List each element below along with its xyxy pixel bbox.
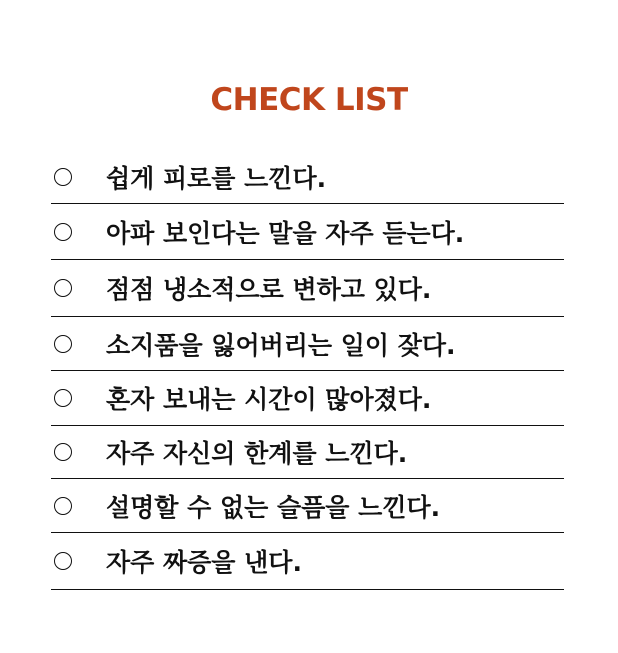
- checklist-item[interactable]: [51, 260, 564, 317]
- checkbox-circle-icon[interactable]: [54, 335, 72, 353]
- checklist-item[interactable]: [51, 371, 564, 426]
- checklist-item-label: 점점 냉소적으로 변하고 있다.: [106, 275, 432, 304]
- checkbox-circle-icon[interactable]: [54, 223, 72, 241]
- checkbox-circle-icon[interactable]: [54, 443, 72, 461]
- checklist: [51, 150, 564, 590]
- checklist-item-label: 쉽게 피로를 느낀다.: [106, 163, 327, 193]
- checklist-item[interactable]: [51, 317, 564, 371]
- checklist-item[interactable]: [51, 533, 564, 590]
- checkbox-circle-icon[interactable]: [54, 389, 72, 407]
- checklist-item[interactable]: [51, 426, 564, 479]
- checkbox-circle-icon[interactable]: [54, 279, 72, 297]
- checklist-item-label: 자주 자신의 한계를 느낀다.: [106, 439, 408, 468]
- checklist-item-label: 혼자 보내는 시간이 많아졌다.: [106, 385, 432, 414]
- checklist-item-label: 아파 보인다는 말을 자주 듣는다.: [106, 218, 465, 248]
- checklist-item-label: 소지품을 잃어버리는 일이 잦다.: [106, 330, 456, 360]
- checklist-item[interactable]: [51, 150, 564, 204]
- checklist-item-label: 자주 짜증을 낸다.: [106, 548, 302, 577]
- checklist-item[interactable]: [51, 479, 564, 533]
- checkbox-circle-icon[interactable]: [54, 552, 72, 570]
- checklist-item-label: 설명할 수 없는 슬픔을 느낀다.: [106, 492, 441, 522]
- page-title: CHECK LIST: [210, 82, 408, 118]
- checklist-item[interactable]: [51, 204, 564, 260]
- checkbox-circle-icon[interactable]: [54, 497, 72, 515]
- checkbox-circle-icon[interactable]: [54, 168, 72, 186]
